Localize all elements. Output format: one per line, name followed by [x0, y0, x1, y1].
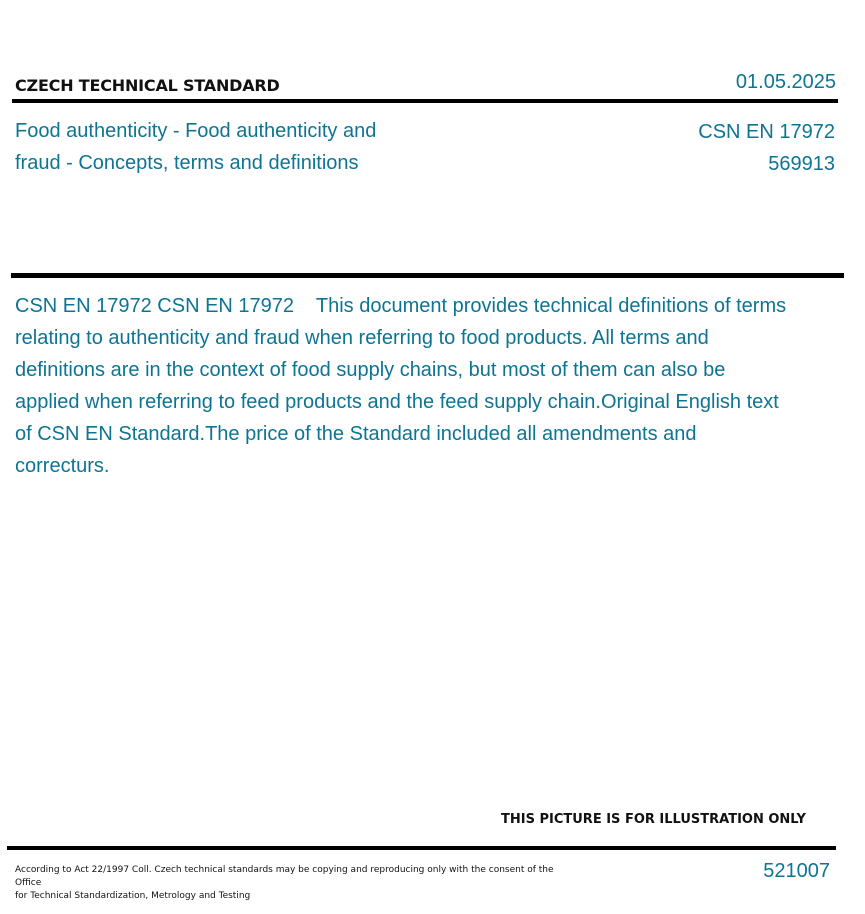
legal-notice-line-1: According to Act 22/1997 Coll. Czech technical standards may be copying and reproducing only with the consent of the Office	[15, 865, 554, 888]
standard-description: CSN EN 17972 CSN EN 17972 This document provides technical definitions of terms relating to authenticity and fraud when referring to food products. All terms and definitions are in the context of food supply chains, but most of them can also be applied when referring to feed products and the feed supply chain.Original English text of CSN EN Standard.The price of the Standard included all amendments and correcturs.	[15, 295, 792, 477]
page-number: 521007	[763, 860, 830, 882]
publication-date: 01.05.2025	[735, 71, 836, 93]
standard-title	[15, 115, 485, 179]
title-divider	[11, 273, 844, 278]
header-divider	[12, 99, 838, 103]
footer-divider	[7, 846, 836, 850]
illustration-disclaimer: THIS PICTURE IS FOR ILLUSTRATION ONLY	[501, 812, 806, 827]
standard-title-line-1: Food authenticity - Food authenticity and	[15, 120, 377, 142]
standard-title-line-2: fraud - Concepts, terms and definitions	[15, 152, 359, 174]
catalog-number: 569913	[768, 153, 835, 175]
document-type-heading: CZECH TECHNICAL STANDARD	[15, 76, 280, 95]
standard-identifiers	[698, 116, 835, 180]
standard-code: CSN EN 17972	[698, 121, 835, 143]
legal-notice	[15, 864, 575, 903]
legal-notice-line-2: for Technical Standardization, Metrology and Testing	[15, 891, 251, 901]
